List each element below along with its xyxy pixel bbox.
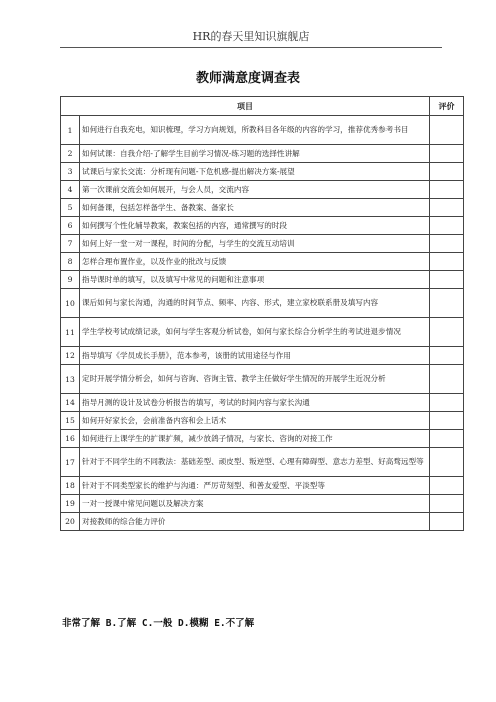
row-evaluation-cell[interactable] <box>430 412 464 430</box>
table-row <box>61 116 464 145</box>
table-row <box>61 412 464 430</box>
table-row <box>61 477 464 495</box>
row-evaluation-cell[interactable] <box>430 181 464 199</box>
table-row <box>61 235 464 253</box>
row-item-text: 如何备课，包括怎样备学生、备教案、备家长 <box>80 199 430 217</box>
row-evaluation-cell[interactable] <box>430 235 464 253</box>
row-evaluation-cell[interactable] <box>430 271 464 289</box>
row-evaluation-cell[interactable] <box>430 513 464 531</box>
row-item-text: 指导月测的设计及试卷分析报告的填写，考试的时间内容与家长沟通 <box>80 394 430 412</box>
survey-table <box>60 96 464 531</box>
row-item-text: 课后如何与家长沟通，沟通的时间节点、频率、内容、形式，建立家校联系册及填写内容 <box>80 289 430 318</box>
row-number: 14 <box>61 394 80 412</box>
row-number: 6 <box>61 217 80 235</box>
table-row <box>61 448 464 477</box>
row-number: 10 <box>61 289 80 318</box>
row-item-text: 针对于不同学生的不同教法：基础差型、顽皮型、叛逆型、心理有障碍型、意志力差型、好高骛远型等 <box>80 448 430 477</box>
header-divider <box>60 47 442 48</box>
row-item-text: 怎样合理布置作业，以及作业的批改与反馈 <box>80 253 430 271</box>
row-item-text: 定时开展学情分析会，如何与咨询、咨询主管、教学主任做好学生情况的开展学生近况分析 <box>80 365 430 394</box>
row-item-text: 一对一授课中常见问题以及解决方案 <box>80 495 430 513</box>
row-number: 12 <box>61 347 80 365</box>
column-header-evaluation: 评价 <box>430 97 464 116</box>
row-evaluation-cell[interactable] <box>430 495 464 513</box>
row-evaluation-cell[interactable] <box>430 116 464 145</box>
table-row <box>61 181 464 199</box>
table-row <box>61 513 464 531</box>
row-number: 11 <box>61 318 80 347</box>
row-evaluation-cell[interactable] <box>430 145 464 163</box>
row-evaluation-cell[interactable] <box>430 199 464 217</box>
row-number: 16 <box>61 430 80 448</box>
row-number: 19 <box>61 495 80 513</box>
column-header-item: 项目 <box>61 97 430 116</box>
page-header: HR的春天里知识旗舰店 <box>192 30 310 43</box>
survey-body <box>61 116 464 531</box>
row-evaluation-cell[interactable] <box>430 253 464 271</box>
row-number: 17 <box>61 448 80 477</box>
table-row <box>61 394 464 412</box>
table-row <box>61 253 464 271</box>
document-title: 教师满意度调查表 <box>195 71 300 86</box>
row-item-text: 如何开好家长会，会前准备内容和会上话术 <box>80 412 430 430</box>
row-item-text: 如何进行自我充电，知识梳理，学习方向规划，所教科目各年级的内容的学习，推荐优秀参考书目 <box>80 116 430 145</box>
table-row <box>61 145 464 163</box>
row-item-text: 学生学校考试成绩记录，如何与学生客观分析试卷，如何与家长综合分析学生的考试进退步情况 <box>80 318 430 347</box>
row-item-text: 指导课时单的填写，以及填写中常见的问题和注意事项 <box>80 271 430 289</box>
table-row <box>61 430 464 448</box>
row-item-text: 如何进行上课学生的扩课扩频，减少放鸽子情况，与家长、咨询的对接工作 <box>80 430 430 448</box>
row-number: 18 <box>61 477 80 495</box>
row-item-text: 试课后与家长交流：分析现有问题-下危机感-提出解决方案-展望 <box>80 163 430 181</box>
row-evaluation-cell[interactable] <box>430 394 464 412</box>
row-number: 7 <box>61 235 80 253</box>
table-row <box>61 163 464 181</box>
table-row <box>61 289 464 318</box>
row-evaluation-cell[interactable] <box>430 477 464 495</box>
row-item-text: 对接教师的综合能力评价 <box>80 513 430 531</box>
table-row <box>61 318 464 347</box>
row-item-text: 针对于不同类型家长的维护与沟通：严厉苛刻型、和善友爱型、平淡型等 <box>80 477 430 495</box>
row-evaluation-cell[interactable] <box>430 448 464 477</box>
row-number: 9 <box>61 271 80 289</box>
table-row <box>61 365 464 394</box>
row-item-text: 如何上好一堂一对一课程，时间的分配，与学生的交流互动培训 <box>80 235 430 253</box>
row-item-text: 指导填写《学员成长手册》，范本参考，该册的试用途径与作用 <box>80 347 430 365</box>
row-number: 3 <box>61 163 80 181</box>
row-item-text: 如何试课：自我介绍-了解学生目前学习情况-练习题的选择性讲解 <box>80 145 430 163</box>
row-number: 20 <box>61 513 80 531</box>
table-row <box>61 495 464 513</box>
row-number: 5 <box>61 199 80 217</box>
table-row <box>61 271 464 289</box>
row-evaluation-cell[interactable] <box>430 217 464 235</box>
row-evaluation-cell[interactable] <box>430 365 464 394</box>
table-row <box>61 217 464 235</box>
rating-scale-legend: 非常了解 B.了解 C.一般 D.模糊 E.不了解 <box>62 618 255 629</box>
row-evaluation-cell[interactable] <box>430 318 464 347</box>
table-row <box>61 347 464 365</box>
row-evaluation-cell[interactable] <box>430 347 464 365</box>
row-number: 13 <box>61 365 80 394</box>
row-number: 4 <box>61 181 80 199</box>
row-number: 15 <box>61 412 80 430</box>
row-number: 1 <box>61 116 80 145</box>
row-evaluation-cell[interactable] <box>430 163 464 181</box>
row-evaluation-cell[interactable] <box>430 289 464 318</box>
row-number: 2 <box>61 145 80 163</box>
table-header-row <box>61 97 464 116</box>
row-evaluation-cell[interactable] <box>430 430 464 448</box>
row-item-text: 第一次课前交流会如何展开，与会人员，交流内容 <box>80 181 430 199</box>
row-item-text: 如何撰写个性化辅导教案，教案包括的内容，通常撰写的时段 <box>80 217 430 235</box>
table-row <box>61 199 464 217</box>
row-number: 8 <box>61 253 80 271</box>
